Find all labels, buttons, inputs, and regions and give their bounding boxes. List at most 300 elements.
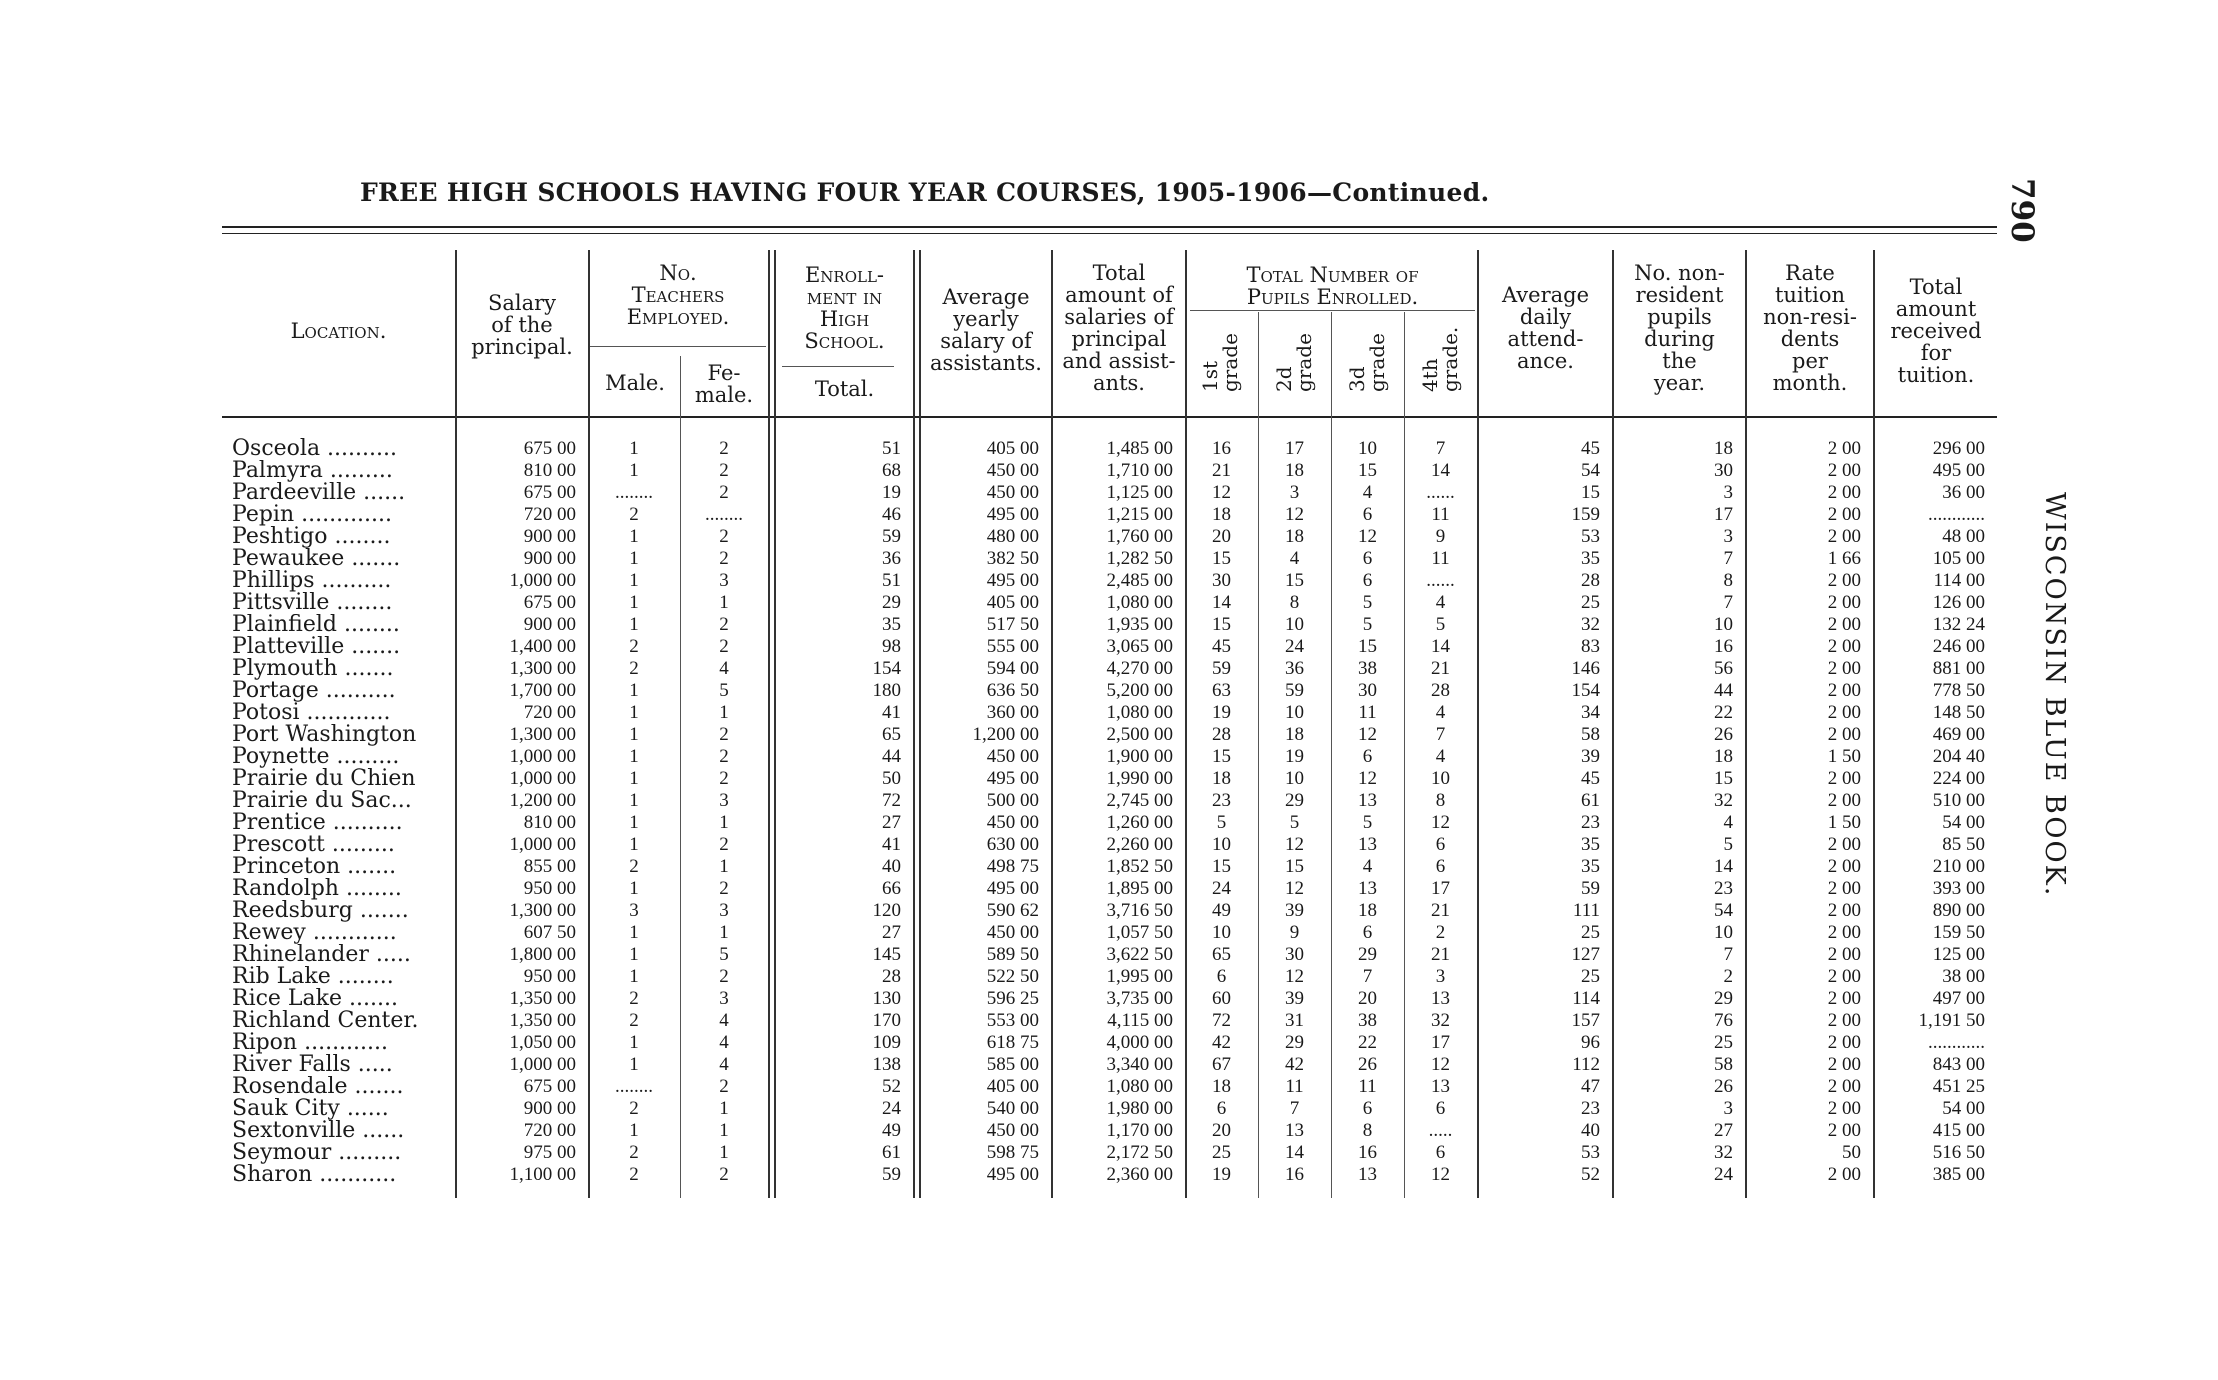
grade-2-count: 11: [1285, 1076, 1304, 1097]
table-row: [222, 592, 1997, 614]
avg-salary-assistants: 450 00: [986, 922, 1039, 943]
school-location: Rib Lake ........: [232, 966, 394, 988]
avg-daily-attendance: 25: [1581, 966, 1600, 987]
enrollment-total: 51: [882, 570, 901, 591]
grade-1-count: 16: [1212, 438, 1231, 459]
grade-3-count: 26: [1358, 1054, 1377, 1075]
grade-1-count: 18: [1212, 504, 1231, 525]
header-grade-3: 3d grade: [1345, 333, 1389, 392]
salary-principal: 900 00: [523, 526, 576, 547]
nonresident-pupils: 56: [1714, 658, 1733, 679]
nonresident-pupils: 3: [1723, 482, 1733, 503]
rate-tuition: 2 00: [1827, 966, 1861, 987]
grade-4-count: 17: [1431, 1032, 1450, 1053]
total-tuition: 85 50: [1942, 834, 1985, 855]
teachers-male: 1: [629, 746, 639, 767]
total-tuition: 54 00: [1942, 1098, 1985, 1119]
grade-2-count: 8: [1289, 592, 1300, 613]
total-salaries: 3,622 50: [1106, 944, 1173, 965]
teachers-male: 1: [629, 768, 639, 789]
avg-salary-assistants: 636 50: [986, 680, 1039, 701]
grade-3-count: 4: [1362, 482, 1373, 503]
grade-2-count: 18: [1285, 460, 1304, 481]
table-row: [222, 1010, 1997, 1032]
enrollment-total: 24: [882, 1098, 901, 1119]
nonresident-pupils: 14: [1714, 856, 1733, 877]
enrollment-total: 50: [882, 768, 901, 789]
header-total-tuition: Total amount received for tuition.: [1890, 275, 1982, 387]
teachers-female: 2: [719, 482, 729, 503]
teachers-female: 3: [719, 790, 729, 811]
avg-salary-assistants: 553 00: [986, 1010, 1039, 1031]
table-row: [222, 922, 1997, 944]
grade-2-count: 59: [1285, 680, 1304, 701]
table-row: [222, 812, 1997, 834]
nonresident-pupils: 27: [1714, 1120, 1733, 1141]
grade-1-count: 19: [1212, 1164, 1231, 1185]
teachers-female: 2: [719, 746, 729, 767]
total-tuition: 224 00: [1932, 768, 1985, 789]
grade-3-count: 13: [1358, 790, 1377, 811]
grade-3-count: 5: [1362, 614, 1373, 635]
avg-salary-assistants: 517 50: [986, 614, 1039, 635]
grade-1-count: 67: [1212, 1054, 1231, 1075]
avg-daily-attendance: 146: [1571, 658, 1600, 679]
enrollment-total: 36: [882, 548, 901, 569]
rate-tuition: 2 00: [1827, 1054, 1861, 1075]
teachers-male: 1: [629, 460, 639, 481]
nonresident-pupils: 17: [1714, 504, 1733, 525]
header-teachers-employed: No. Teachers Employed.: [626, 261, 730, 329]
table-row: [222, 900, 1997, 922]
avg-daily-attendance: 112: [1572, 1054, 1600, 1075]
grade-2-count: 16: [1285, 1164, 1304, 1185]
teachers-female: 2: [719, 1164, 729, 1185]
salary-principal: 1,800 00: [509, 944, 576, 965]
teachers-male: 1: [629, 1120, 639, 1141]
nonresident-pupils: 16: [1714, 636, 1733, 657]
grade-1-count: 12: [1212, 482, 1231, 503]
grade-4-count: 2: [1435, 922, 1446, 943]
nonresident-pupils: 18: [1714, 746, 1733, 767]
teachers-female: 2: [719, 1076, 729, 1097]
rate-tuition: 2 00: [1827, 1010, 1861, 1031]
avg-salary-assistants: 495 00: [986, 878, 1039, 899]
rate-tuition: 2 00: [1827, 1164, 1861, 1185]
teachers-male: 2: [629, 988, 639, 1009]
school-location: Randolph ........: [232, 878, 402, 900]
teachers-male: 2: [629, 636, 639, 657]
grade-4-count: ......: [1426, 570, 1455, 591]
enrollment-total: 109: [872, 1032, 901, 1053]
salary-principal: 607 50: [523, 922, 576, 943]
grade-4-count: 21: [1431, 658, 1450, 679]
avg-salary-assistants: 594 00: [986, 658, 1039, 679]
table-row: [222, 1120, 1997, 1142]
teachers-male: 1: [629, 944, 639, 965]
grade-2-count: 5: [1289, 812, 1300, 833]
grade-3-count: 18: [1358, 900, 1377, 921]
school-location: Plainfield ........: [232, 614, 400, 636]
total-salaries: 1,760 00: [1106, 526, 1173, 547]
total-tuition: 778 50: [1932, 680, 1985, 701]
total-salaries: 2,745 00: [1106, 790, 1173, 811]
header-nonresident-pupils: No. non- resident pupils during the year.: [1634, 261, 1725, 395]
avg-salary-assistants: 405 00: [986, 592, 1039, 613]
total-salaries: 1,080 00: [1106, 702, 1173, 723]
teachers-male: 1: [629, 834, 639, 855]
enrollment-total: 27: [882, 922, 901, 943]
teachers-female: 4: [719, 1054, 729, 1075]
rate-tuition: 2 00: [1827, 1098, 1861, 1119]
avg-salary-assistants: 589 50: [986, 944, 1039, 965]
enrollment-total: 66: [882, 878, 901, 899]
avg-salary-assistants: 495 00: [986, 768, 1039, 789]
rate-tuition: 2 00: [1827, 790, 1861, 811]
enrollment-total: 59: [882, 526, 901, 547]
grade-3-count: 6: [1362, 548, 1373, 569]
grade-1-count: 10: [1212, 922, 1231, 943]
grade-1-count: 15: [1212, 548, 1231, 569]
teachers-male: 2: [629, 856, 639, 877]
nonresident-pupils: 23: [1714, 878, 1733, 899]
avg-salary-assistants: 500 00: [986, 790, 1039, 811]
total-salaries: 4,000 00: [1106, 1032, 1173, 1053]
total-salaries: 1,080 00: [1106, 1076, 1173, 1097]
salary-principal: 720 00: [523, 504, 576, 525]
avg-daily-attendance: 83: [1581, 636, 1600, 657]
grade-1-count: 72: [1212, 1010, 1231, 1031]
avg-daily-attendance: 58: [1581, 724, 1600, 745]
avg-daily-attendance: 35: [1581, 856, 1600, 877]
table-row: [222, 746, 1997, 768]
avg-salary-assistants: 360 00: [986, 702, 1039, 723]
teachers-male: 2: [629, 1164, 639, 1185]
salary-principal: 1,000 00: [509, 834, 576, 855]
table-row: [222, 988, 1997, 1010]
enrollment-total: 180: [872, 680, 901, 701]
rate-tuition: 2 00: [1827, 482, 1861, 503]
school-location: Ripon ............: [232, 1032, 389, 1054]
grade-4-count: 7: [1435, 438, 1446, 459]
salary-principal: 1,000 00: [509, 1054, 576, 1075]
grade-2-count: 12: [1285, 966, 1304, 987]
table-row: [222, 856, 1997, 878]
teachers-female: 2: [719, 526, 729, 547]
avg-salary-assistants: 1,200 00: [972, 724, 1039, 745]
avg-daily-attendance: 25: [1581, 922, 1600, 943]
rate-tuition: 2 00: [1827, 1120, 1861, 1141]
header-avg-salary-assistants: Average yearly salary of assistants.: [930, 285, 1042, 375]
grade-3-count: 6: [1362, 922, 1373, 943]
grade-2-count: 29: [1285, 1032, 1304, 1053]
rate-tuition: 2 00: [1827, 1076, 1861, 1097]
school-location: Prairie du Sac...: [232, 790, 412, 812]
teachers-male: 3: [629, 900, 639, 921]
grade-4-count: 4: [1435, 702, 1446, 723]
grade-3-count: 4: [1362, 856, 1373, 877]
school-location: Rosendale .......: [232, 1076, 404, 1098]
nonresident-pupils: 5: [1723, 834, 1733, 855]
nonresident-pupils: 10: [1714, 614, 1733, 635]
salary-principal: 1,300 00: [509, 658, 576, 679]
rate-tuition: 2 00: [1827, 680, 1861, 701]
nonresident-pupils: 29: [1714, 988, 1733, 1009]
salary-principal: 1,100 00: [509, 1164, 576, 1185]
header-grade-1: 1st grade: [1198, 333, 1242, 392]
teachers-male: 1: [629, 702, 639, 723]
grade-1-count: 19: [1212, 702, 1231, 723]
teachers-male: 2: [629, 1142, 639, 1163]
teachers-female: 2: [719, 636, 729, 657]
grade-4-count: 9: [1435, 526, 1446, 547]
nonresident-pupils: 18: [1714, 438, 1733, 459]
grade-1-count: 45: [1212, 636, 1231, 657]
salary-principal: 675 00: [523, 1076, 576, 1097]
teachers-female: 1: [719, 592, 729, 613]
enrollment-total: 46: [882, 504, 901, 525]
grade-1-count: 49: [1212, 900, 1231, 921]
salary-principal: 675 00: [523, 438, 576, 459]
salary-principal: 900 00: [523, 614, 576, 635]
grade-3-count: 11: [1358, 702, 1377, 723]
rate-tuition: 2 00: [1827, 504, 1861, 525]
grade-3-count: 12: [1358, 526, 1377, 547]
table-row: [222, 790, 1997, 812]
total-tuition: 843 00: [1932, 1054, 1985, 1075]
avg-daily-attendance: 34: [1581, 702, 1600, 723]
teachers-female: 2: [719, 724, 729, 745]
total-salaries: 1,260 00: [1106, 812, 1173, 833]
grade-1-count: 6: [1216, 1098, 1227, 1119]
avg-daily-attendance: 39: [1581, 746, 1600, 767]
total-tuition: 132 24: [1932, 614, 1985, 635]
grade-3-count: 8: [1362, 1120, 1373, 1141]
grade-2-count: 13: [1285, 1120, 1304, 1141]
total-salaries: 1,895 00: [1106, 878, 1173, 899]
total-salaries: 3,065 00: [1106, 636, 1173, 657]
header-grade-2: 2d grade: [1272, 333, 1316, 392]
avg-salary-assistants: 522 50: [986, 966, 1039, 987]
rate-tuition: 2 00: [1827, 592, 1861, 613]
rate-tuition: 2 00: [1827, 900, 1861, 921]
grade-4-count: 13: [1431, 988, 1450, 1009]
header-total: Total.: [814, 377, 875, 401]
rate-tuition: 2 00: [1827, 438, 1861, 459]
grade-4-count: 21: [1431, 944, 1450, 965]
school-location: Rhinelander .....: [232, 944, 411, 966]
grade-1-count: 15: [1212, 856, 1231, 877]
rate-tuition: 2 00: [1827, 768, 1861, 789]
total-tuition: 38 00: [1942, 966, 1985, 987]
total-tuition: 451 25: [1932, 1076, 1985, 1097]
grade-2-count: 24: [1285, 636, 1304, 657]
header-pupils-enrolled: Total Number of Pupils Enrolled.: [1246, 263, 1419, 309]
header-enrollment: Enroll- ment in High School.: [804, 263, 885, 353]
total-salaries: 1,980 00: [1106, 1098, 1173, 1119]
nonresident-pupils: 32: [1714, 1142, 1733, 1163]
grade-4-count: 3: [1435, 966, 1446, 987]
nonresident-pupils: 44: [1714, 680, 1733, 701]
avg-daily-attendance: 114: [1572, 988, 1600, 1009]
total-tuition: 385 00: [1932, 1164, 1985, 1185]
nonresident-pupils: 7: [1723, 548, 1733, 569]
grade-2-count: 31: [1285, 1010, 1304, 1031]
salary-principal: 810 00: [523, 812, 576, 833]
grade-3-count: 6: [1362, 570, 1373, 591]
school-location: Sharon ...........: [232, 1164, 397, 1186]
total-tuition: 126 00: [1932, 592, 1985, 613]
avg-salary-assistants: 495 00: [986, 570, 1039, 591]
table-row: [222, 680, 1997, 702]
avg-daily-attendance: 52: [1581, 1164, 1600, 1185]
total-salaries: 1,710 00: [1106, 460, 1173, 481]
grade-1-count: 23: [1212, 790, 1231, 811]
salary-principal: 900 00: [523, 548, 576, 569]
nonresident-pupils: 26: [1714, 1076, 1733, 1097]
total-tuition: 469 00: [1932, 724, 1985, 745]
total-salaries: 3,340 00: [1106, 1054, 1173, 1075]
grade-4-count: 13: [1431, 1076, 1450, 1097]
total-tuition: 36 00: [1942, 482, 1985, 503]
grade-2-count: 39: [1285, 988, 1304, 1009]
avg-salary-assistants: 450 00: [986, 460, 1039, 481]
teachers-female: 1: [719, 1098, 729, 1119]
avg-daily-attendance: 45: [1581, 438, 1600, 459]
table-row: [222, 636, 1997, 658]
top-rule: [222, 226, 1997, 228]
teachers-male: 1: [629, 438, 639, 459]
total-tuition: 48 00: [1942, 526, 1985, 547]
grade-2-count: 10: [1285, 614, 1304, 635]
grade-4-count: 17: [1431, 878, 1450, 899]
enrollment-total: 130: [872, 988, 901, 1009]
school-location: Poynette .........: [232, 746, 400, 768]
table-row: [222, 1164, 1997, 1186]
rate-tuition: 1 50: [1827, 812, 1861, 833]
pupils-subrule: [1190, 310, 1475, 311]
header-salary-principal: Salary of the principal.: [471, 291, 573, 359]
total-salaries: 1,995 00: [1106, 966, 1173, 987]
grade-3-count: 20: [1358, 988, 1377, 1009]
total-salaries: 3,716 50: [1106, 900, 1173, 921]
grade-4-count: 4: [1435, 592, 1446, 613]
school-location: Port Washington: [232, 724, 417, 746]
school-location: Princeton .......: [232, 856, 397, 878]
rate-tuition: 2 00: [1827, 614, 1861, 635]
total-tuition: 246 00: [1932, 636, 1985, 657]
grade-3-count: 13: [1358, 1164, 1377, 1185]
avg-daily-attendance: 59: [1581, 878, 1600, 899]
teachers-female: 3: [719, 570, 729, 591]
table-row: [222, 504, 1997, 526]
grade-2-count: 39: [1285, 900, 1304, 921]
school-location: Seymour .........: [232, 1142, 402, 1164]
total-tuition: 210 00: [1932, 856, 1985, 877]
rate-tuition: 2 00: [1827, 636, 1861, 657]
nonresident-pupils: 3: [1723, 1098, 1733, 1119]
table-row: [222, 1054, 1997, 1076]
avg-daily-attendance: 154: [1571, 680, 1600, 701]
nonresident-pupils: 3: [1723, 526, 1733, 547]
teachers-male: 1: [629, 878, 639, 899]
teachers-male: 1: [629, 614, 639, 635]
avg-salary-assistants: 498 75: [986, 856, 1039, 877]
school-location: Peshtigo ........: [232, 526, 391, 548]
teachers-female: 2: [719, 834, 729, 855]
teachers-female: 1: [719, 1120, 729, 1141]
enrollment-total: 41: [882, 834, 901, 855]
grade-4-count: .....: [1428, 1120, 1453, 1141]
teachers-female: 1: [719, 702, 729, 723]
total-tuition: ............: [1928, 504, 1985, 525]
nonresident-pupils: 2: [1723, 966, 1733, 987]
teachers-female: 1: [719, 812, 729, 833]
avg-daily-attendance: 45: [1581, 768, 1600, 789]
grade-4-count: 28: [1431, 680, 1450, 701]
teachers-female: 2: [719, 768, 729, 789]
grade-1-count: 42: [1212, 1032, 1231, 1053]
avg-salary-assistants: 450 00: [986, 746, 1039, 767]
grade-4-count: 21: [1431, 900, 1450, 921]
teachers-female: 1: [719, 1142, 729, 1163]
header-location: Location.: [290, 319, 387, 343]
teachers-male: 1: [629, 1032, 639, 1053]
grade-3-count: 12: [1358, 768, 1377, 789]
grade-1-count: 65: [1212, 944, 1231, 965]
teachers-male: 1: [629, 1054, 639, 1075]
avg-daily-attendance: 159: [1571, 504, 1600, 525]
header-rate-tuition: Rate tuition non-resi- dents per month.: [1763, 261, 1857, 395]
rate-tuition: 2 00: [1827, 922, 1861, 943]
teachers-male: 2: [629, 1010, 639, 1031]
teachers-male: 1: [629, 680, 639, 701]
salary-principal: 1,400 00: [509, 636, 576, 657]
teachers-male: 1: [629, 592, 639, 613]
grade-3-count: 15: [1358, 460, 1377, 481]
avg-salary-assistants: 450 00: [986, 482, 1039, 503]
rate-tuition: 50: [1842, 1142, 1861, 1163]
table-row: [222, 878, 1997, 900]
rate-tuition: 2 00: [1827, 834, 1861, 855]
school-location: Palmyra .........: [232, 460, 393, 482]
total-salaries: 2,260 00: [1106, 834, 1173, 855]
schools-table: [222, 438, 1997, 1186]
school-location: Osceola ..........: [232, 438, 397, 460]
header-avg-daily-attendance: Average daily attend- ance.: [1501, 283, 1590, 373]
total-salaries: 1,900 00: [1106, 746, 1173, 767]
grade-3-count: 38: [1358, 1010, 1377, 1031]
grade-2-count: 9: [1289, 922, 1300, 943]
rate-tuition: 2 00: [1827, 988, 1861, 1009]
grade-2-count: 7: [1289, 1098, 1300, 1119]
avg-salary-assistants: 618 75: [986, 1032, 1039, 1053]
avg-salary-assistants: 495 00: [986, 1164, 1039, 1185]
salary-principal: 900 00: [523, 1098, 576, 1119]
header-total-salaries: Total amount of salaries of principal and assist- ants.: [1062, 261, 1176, 395]
rate-tuition: 2 00: [1827, 856, 1861, 877]
grade-3-count: 16: [1358, 1142, 1377, 1163]
rate-tuition: 2 00: [1827, 460, 1861, 481]
grade-1-count: 63: [1212, 680, 1231, 701]
enrollment-total: 52: [882, 1076, 901, 1097]
grade-1-count: 20: [1212, 526, 1231, 547]
teachers-female: 1: [719, 856, 729, 877]
grade-4-count: 11: [1431, 548, 1450, 569]
teachers-male: 2: [629, 504, 639, 525]
enrollment-total: 72: [882, 790, 901, 811]
total-salaries: 1,057 50: [1106, 922, 1173, 943]
